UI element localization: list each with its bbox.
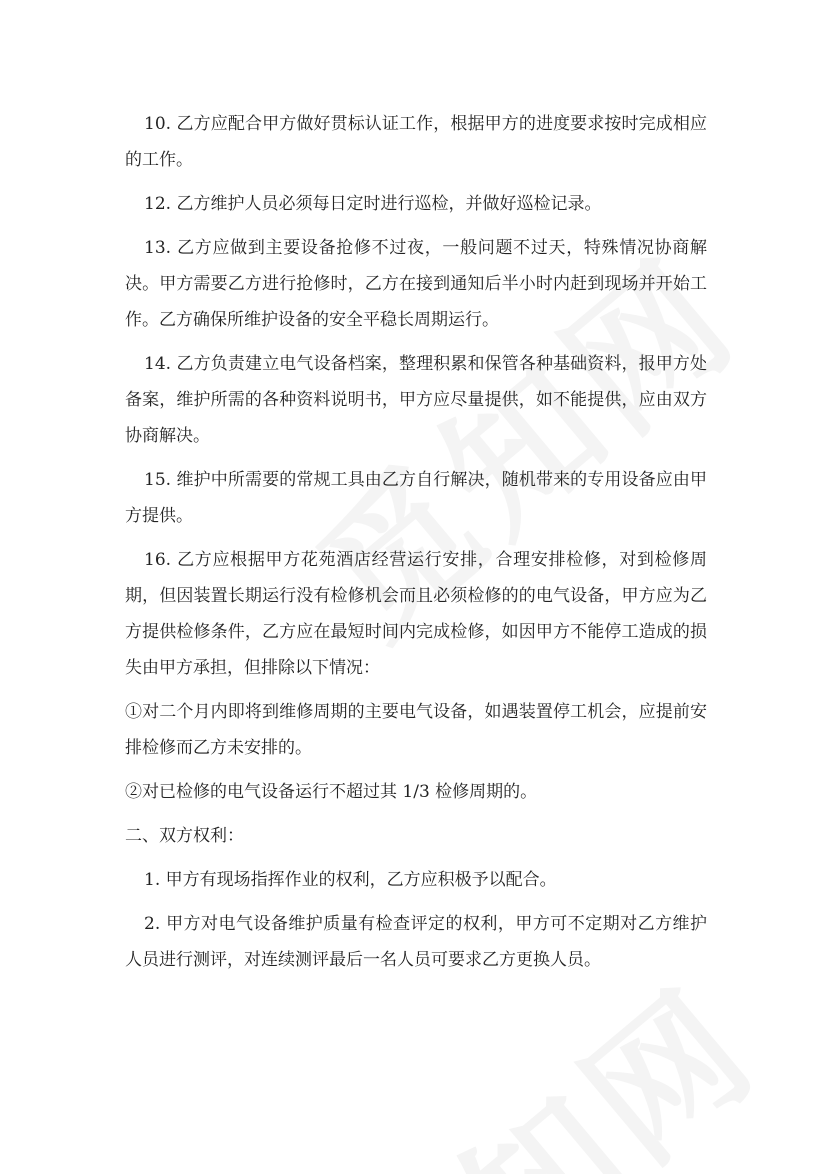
clause-12: 12. 乙方维护人员必须每日定时进行巡检，并做好巡检记录。 [144, 194, 602, 214]
clause-16: 16. 乙方应根据甲方花苑酒店经营运行安排，合理安排检修，对到检修周期，但因装置长期运行没有检修机会而且必须检修的的电气设备，甲方应为乙方提供检修条件，乙方应在最短时间内完成检修，如因甲方不能停工造成的损失由甲方承担，但排除以下情况： [125, 550, 707, 678]
clause-13: 13. 乙方应做到主要设备抢修不过夜，一般问题不过天，特殊情况协商解决。甲方需要乙方进行抢修时，乙方在接到通知后半小时内赶到现场并开始工作。乙方确保所维护设备的安全平稳长周期运行。 [125, 238, 707, 330]
exception-1: ①对二个月内即将到维修周期的主要电气设备，如遇装置停工机会，应提前安排检修而乙方未安排的。 [125, 702, 707, 758]
right-2: 2. 甲方对电气设备维护质量有检查评定的权利，甲方可不定期对乙方维护人员进行测评，对连续测评最后一名人员可要求乙方更换人员。 [125, 914, 707, 970]
clause-10: 10. 乙方应配合甲方做好贯标认证工作，根据甲方的进度要求按时完成相应的工作。 [125, 114, 707, 170]
right-1: 1. 甲方有现场指挥作业的权利，乙方应积极予以配合。 [144, 870, 557, 890]
clause-14: 14. 乙方负责建立电气设备档案，整理积累和保管各种基础资料，报甲方处备案，维护所需的各种资料说明书，甲方应尽量提供，如不能提供，应由双方协商解决。 [125, 354, 707, 446]
section-heading-rights: 二、双方权利： [125, 826, 244, 846]
exception-2: ②对已检修的电气设备运行不超过其 1/3 检修周期的。 [125, 782, 538, 802]
clause-15: 15. 维护中所需要的常规工具由乙方自行解决，随机带来的专用设备应由甲方提供。 [125, 470, 707, 526]
document-body [125, 106, 707, 986]
